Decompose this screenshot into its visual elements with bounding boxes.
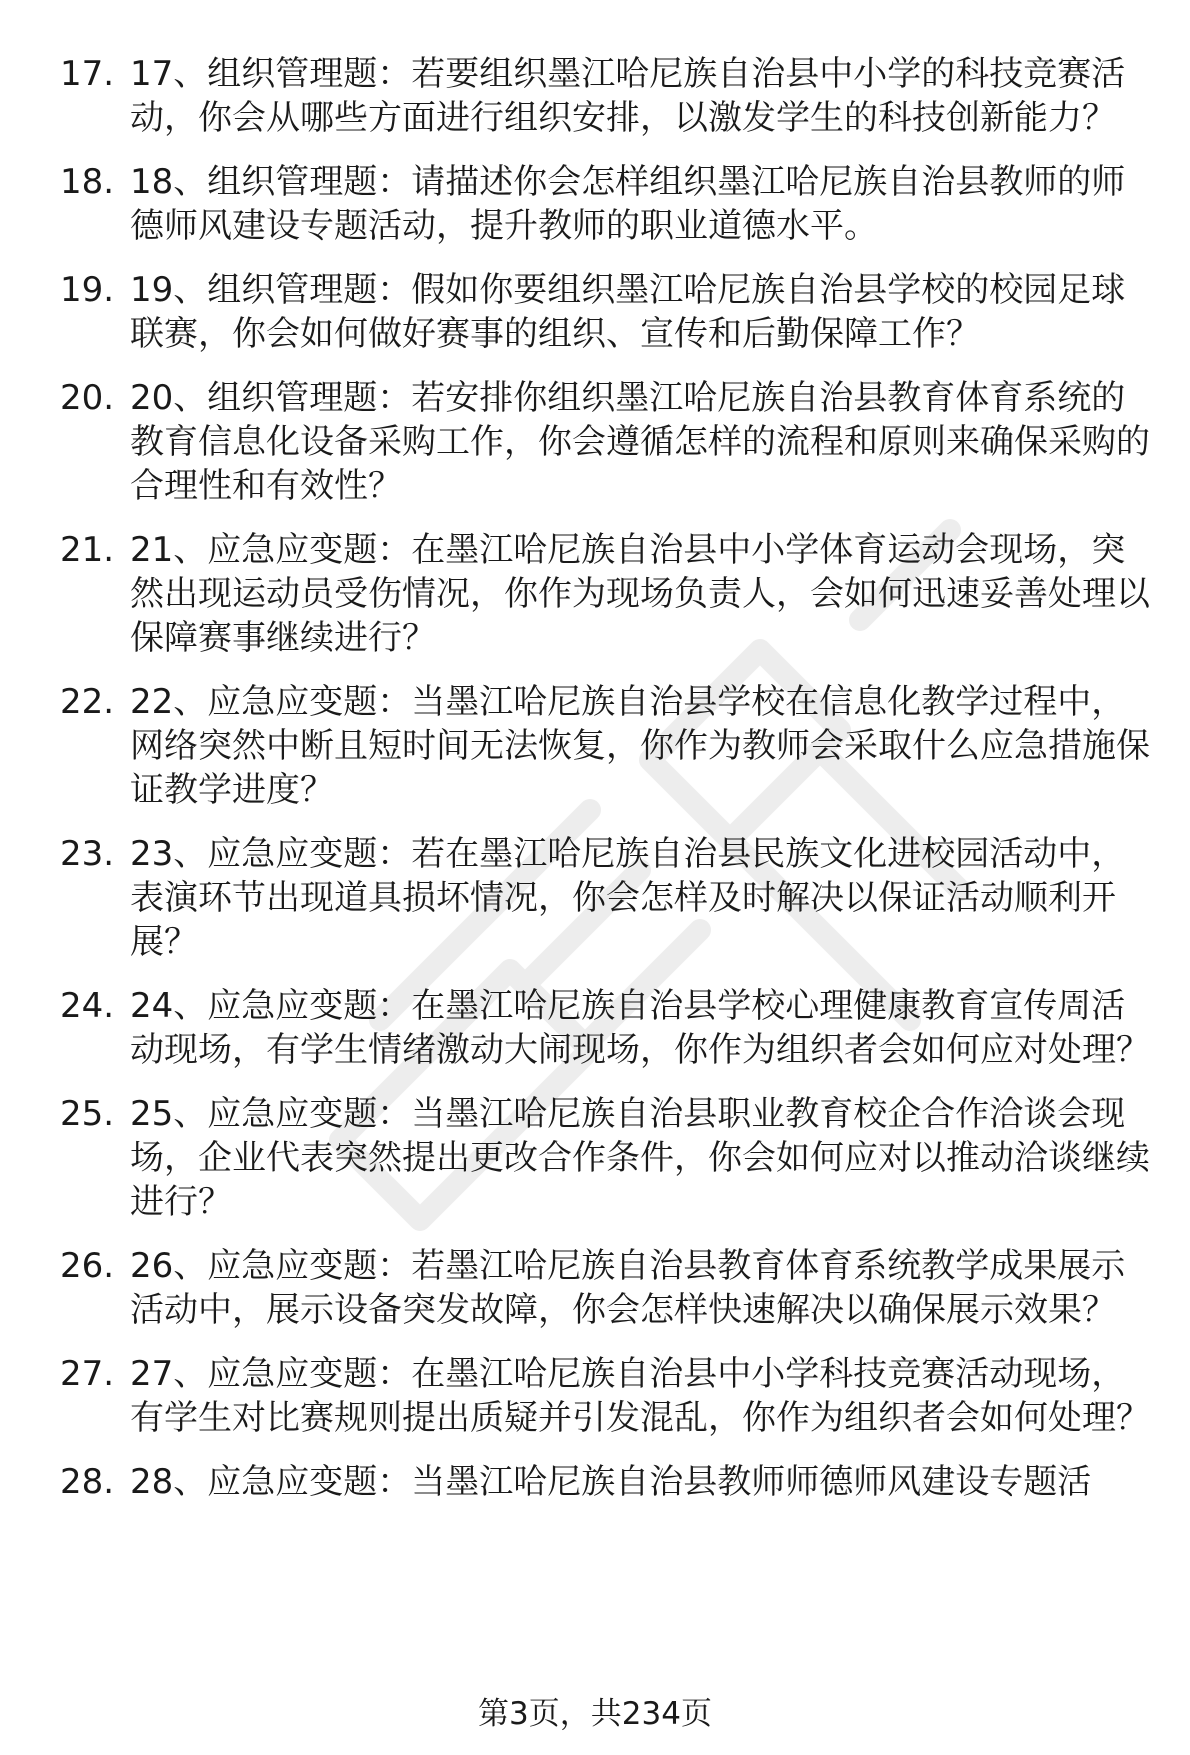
question-item — [0, 52, 1190, 140]
question-number: 26. — [60, 1246, 115, 1286]
question-number: 21. — [60, 530, 115, 570]
question-text: 26、应急应变题：若墨江哈尼族自治县教育体育系统教学成果展示活动中，展示设备突发故障，你会怎样快速解决以确保展示效果？ — [130, 1246, 1126, 1330]
question-text: 27、应急应变题：在墨江哈尼族自治县中小学科技竞赛活动现场，有学生对比赛规则提出质疑并引发混乱，你作为组织者会如何处理？ — [130, 1354, 1150, 1438]
question-item — [0, 1460, 1190, 1504]
question-number: 20. — [60, 378, 115, 418]
question-text: 17、组织管理题：若要组织墨江哈尼族自治县中小学的科技竞赛活动，你会从哪些方面进行组织安排，以激发学生的科技创新能力？ — [130, 54, 1126, 138]
question-item — [0, 1092, 1190, 1224]
question-item — [0, 1244, 1190, 1332]
question-list — [0, 52, 1190, 1524]
question-text: 18、组织管理题：请描述你会怎样组织墨江哈尼族自治县教师的师德师风建设专题活动，提升教师的职业道德水平。 — [130, 162, 1126, 246]
question-text: 19、组织管理题：假如你要组织墨江哈尼族自治县学校的校园足球联赛，你会如何做好赛事的组织、宣传和后勤保障工作？ — [130, 270, 1126, 354]
question-number: 17. — [60, 54, 115, 94]
question-number: 27. — [60, 1354, 115, 1394]
question-item — [0, 160, 1190, 248]
question-number: 18. — [60, 162, 115, 202]
question-item — [0, 528, 1190, 660]
question-text: 28、应急应变题：当墨江哈尼族自治县教师师德师风建设专题活 — [130, 1462, 1092, 1502]
question-text: 25、应急应变题：当墨江哈尼族自治县职业教育校企合作洽谈会现场，企业代表突然提出更改合作条件，你会如何应对以推动洽谈继续进行？ — [130, 1094, 1150, 1222]
question-text: 21、应急应变题：在墨江哈尼族自治县中小学体育运动会现场，突然出现运动员受伤情况，你作为现场负责人，会如何迅速妥善处理以保障赛事继续进行？ — [130, 530, 1150, 658]
question-text: 24、应急应变题：在墨江哈尼族自治县学校心理健康教育宣传周活动现场，有学生情绪激动大闹现场，你作为组织者会如何应对处理？ — [130, 986, 1150, 1070]
question-item — [0, 984, 1190, 1072]
question-item — [0, 1352, 1190, 1440]
question-item — [0, 680, 1190, 812]
question-item — [0, 268, 1190, 356]
question-number: 19. — [60, 270, 115, 310]
question-item — [0, 832, 1190, 964]
question-number: 28. — [60, 1462, 115, 1502]
question-text: 20、组织管理题：若安排你组织墨江哈尼族自治县教育体育系统的教育信息化设备采购工作，你会遵循怎样的流程和原则来确保采购的合理性和有效性？ — [130, 378, 1150, 506]
question-item — [0, 376, 1190, 508]
question-text: 23、应急应变题：若在墨江哈尼族自治县民族文化进校园活动中，表演环节出现道具损坏情况，你会怎样及时解决以保证活动顺利开展？ — [130, 834, 1126, 962]
question-number: 23. — [60, 834, 115, 874]
question-number: 22. — [60, 682, 115, 722]
question-text: 22、应急应变题：当墨江哈尼族自治县学校在信息化教学过程中，网络突然中断且短时间无法恢复，你作为教师会采取什么应急措施保证教学进度？ — [130, 682, 1150, 810]
question-number: 24. — [60, 986, 115, 1026]
page-number-footer: 第3页，共234页 — [478, 1696, 712, 1732]
question-number: 25. — [60, 1094, 115, 1134]
